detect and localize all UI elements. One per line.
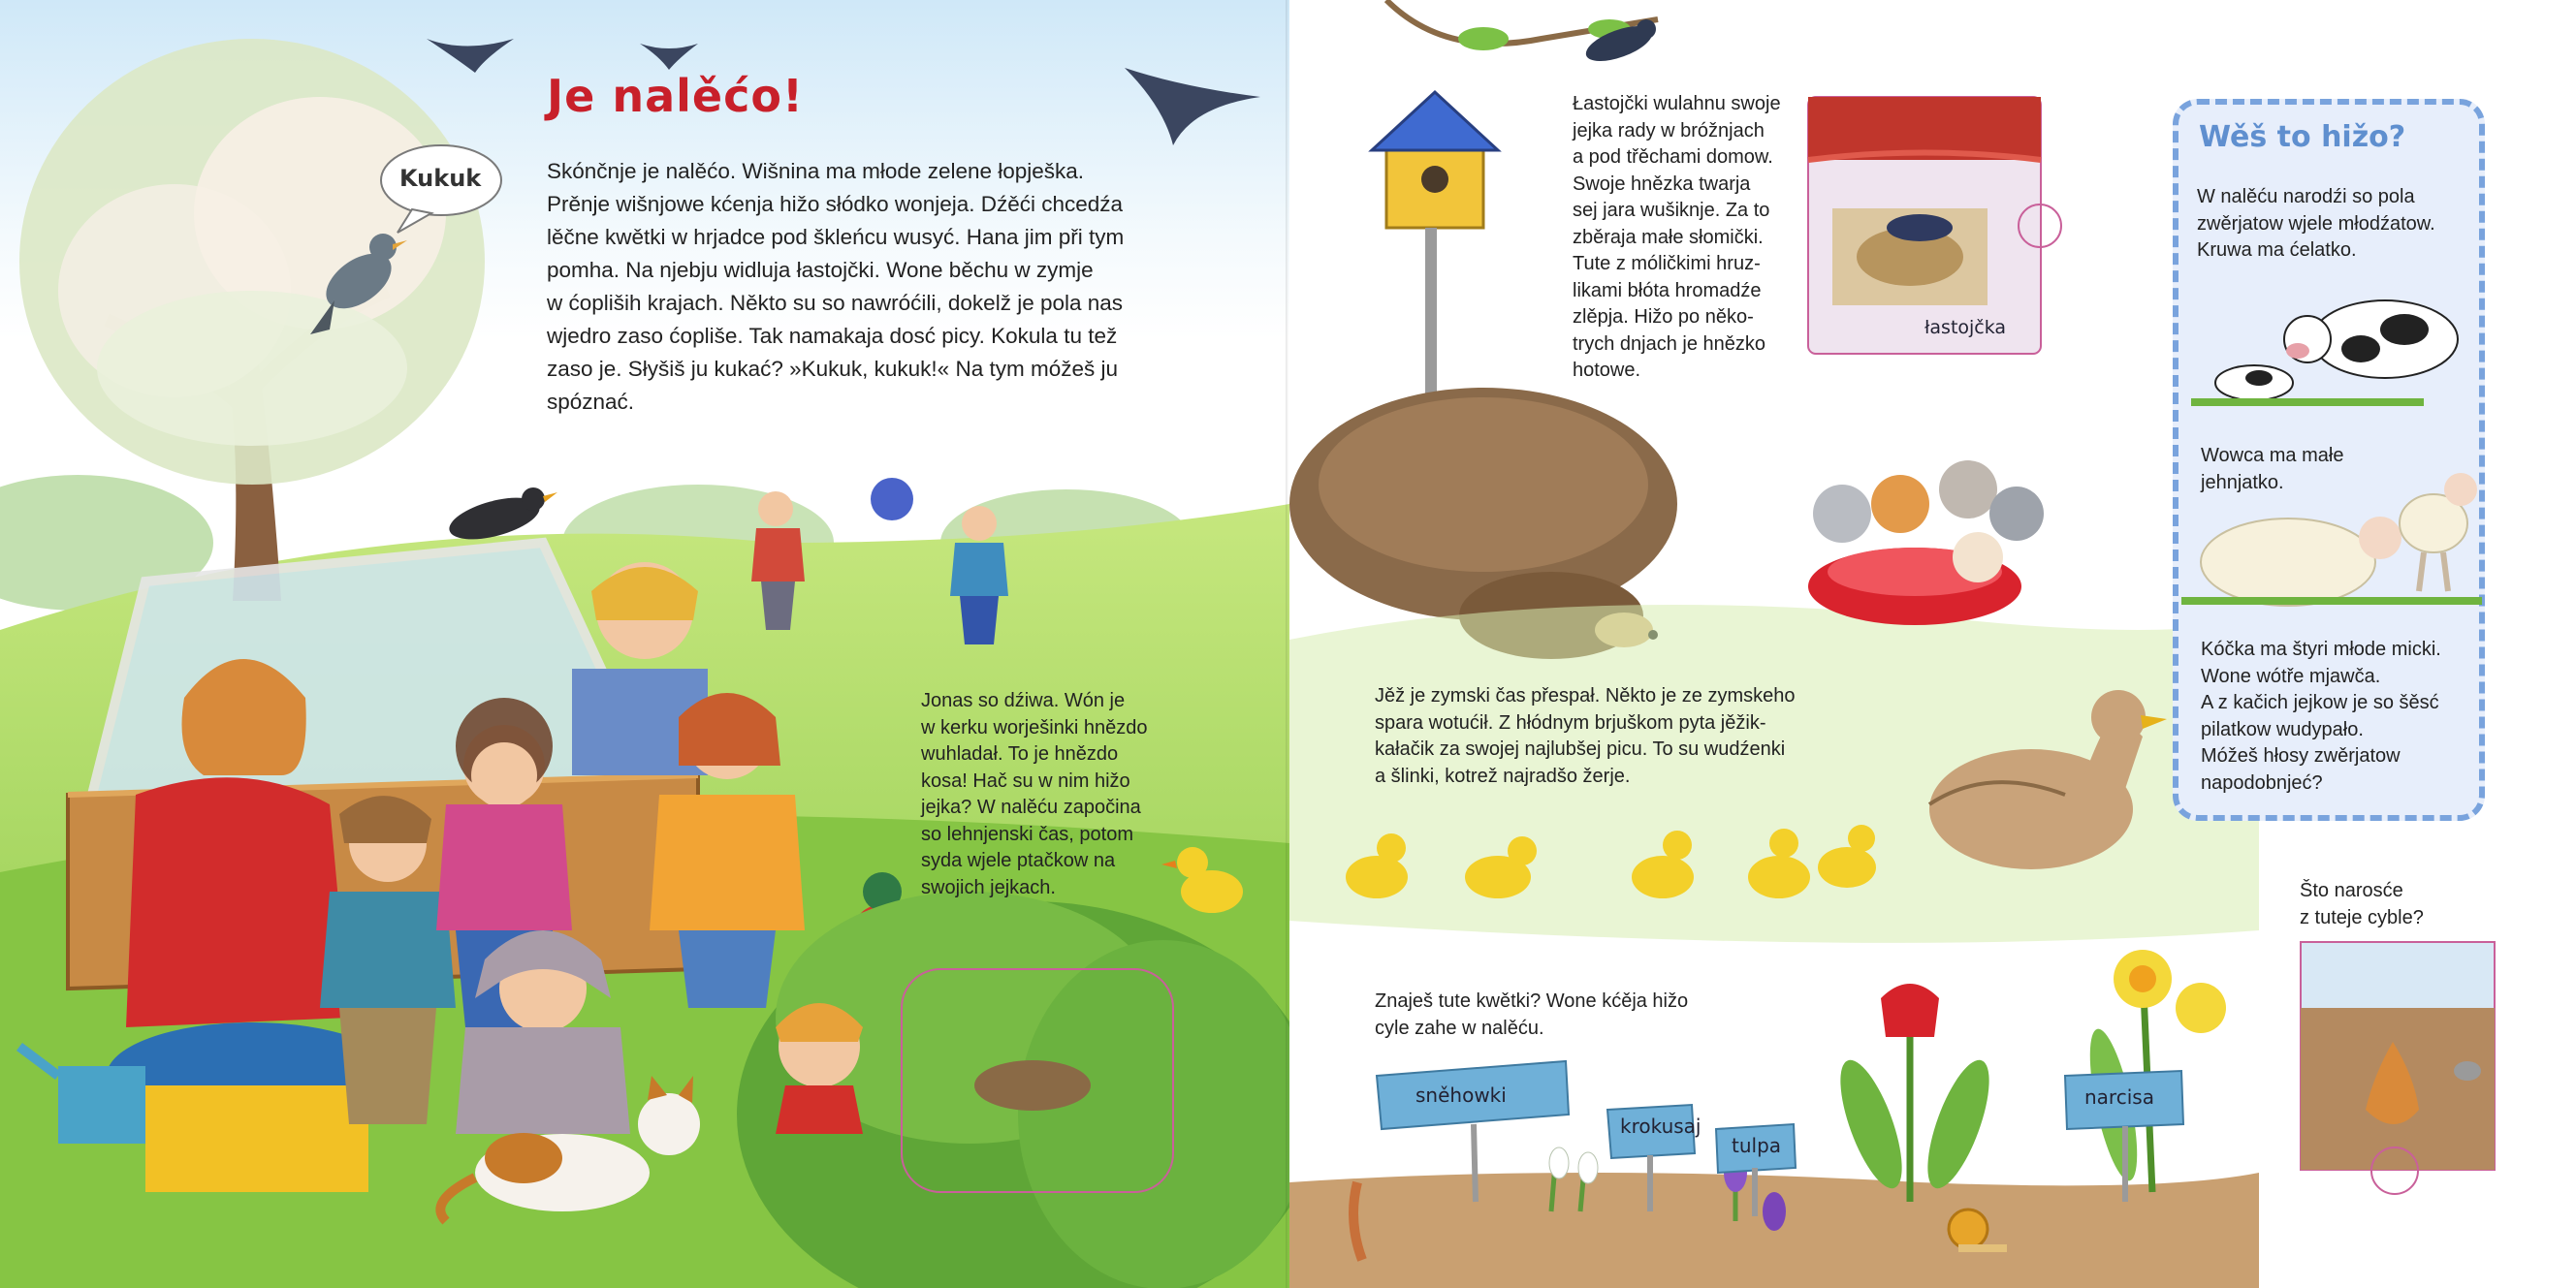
swallow-flap[interactable] [1808,97,2061,354]
panel-text-sheep: Wowca ma małe jehnjatko. [2201,445,2344,493]
hedgehog-text: Jěž je zymski čas přespał. Někto je ze zymskeho spara wotućił. Z hłódnym brjuškom pyta jěžik- kałačik za swojej najlubšej picu. To su wudźenki a šlinki, kotrež najradšo žerje. [1375,685,1796,787]
sign-snowdrop: sněhowki [1415,1084,1507,1107]
sign-crocus: krokusaj [1620,1115,1701,1138]
sign-daffodil: narcisa [2084,1085,2154,1109]
sign-tulip: tulpa [1732,1134,1782,1157]
cow-icon [2191,300,2458,402]
nest-icon [974,1060,1091,1111]
panel-text-cow: W nalěću narodźi so pola zwěrjatow wjele młodźatow. Kruwa ma ćelatko. [2197,186,2435,261]
swallow-flap-label: łastojčka [1924,317,2007,338]
bulb-text: Što narosće z tuteje cyble? [2300,880,2424,928]
ball-icon [871,478,913,520]
bulb-flap[interactable] [2301,942,2495,1194]
brush-pile [1289,388,1677,620]
flowers-text: Znaješ tute kwětki? Wone kćěja hižo cyle zahe w nalěću. [1375,990,1689,1039]
panel-title: Wěš to hižo? [2199,120,2406,154]
intro-text: Skónčnje je nalěćo. Wišnina ma młode zelene łopješka. Prěnje wišnjowe kćenja hižo słódko wonjeja. Dźěći chcedźa lěčne kwětki w hrjadce pod škleńcu wusyć. Hana jim při tym pomha. Na njebju widluja łastojčki. Wone běchu w zymje w ćopliših krajach. Někto su so nawróćili, dokelž je pola nas wjedro zaso ćopliše. Tak namakaja dosć picy. Kokula tu tež zaso je. Słyšiš ju kukać? »Kukuk, kukuk!« Na tym móžeš ju spóznać. [547,159,1125,414]
speech-bubble-text: Kukuk [399,165,482,192]
page-title: Je nalěćo! [547,70,804,122]
panel-text-cat: Kóčka ma štyri młode micki. Wone wótře mjawča. A z kačich jejkow je so šěsć pilatkow wudypało. Móžeš hłosy zwěrjatow napodobnjeć? [2201,639,2441,794]
swallow-text: Łastojčki wulahnu swoje jejka rady w bróžnjach a pod třěchami domow. Swoje hnězka twarja sej jara wušiknje. Za to zběraja małe słomički. Tute z móličkimi hruz- likami błóta hromadźe zlěpja. Hižo po něko- trych dnjach je hnězko hotowe. [1573,93,1781,381]
jonas-text: Jonas so dźiwa. Wón je w kerku worješinki hnězdo wuhladał. To je hnězdo kosa! Hač su w nim hižo jejka? W nalěću započina so lehnjenski čas, potom syda wjele ptačkow na swojich jejkach. [921,690,1148,898]
